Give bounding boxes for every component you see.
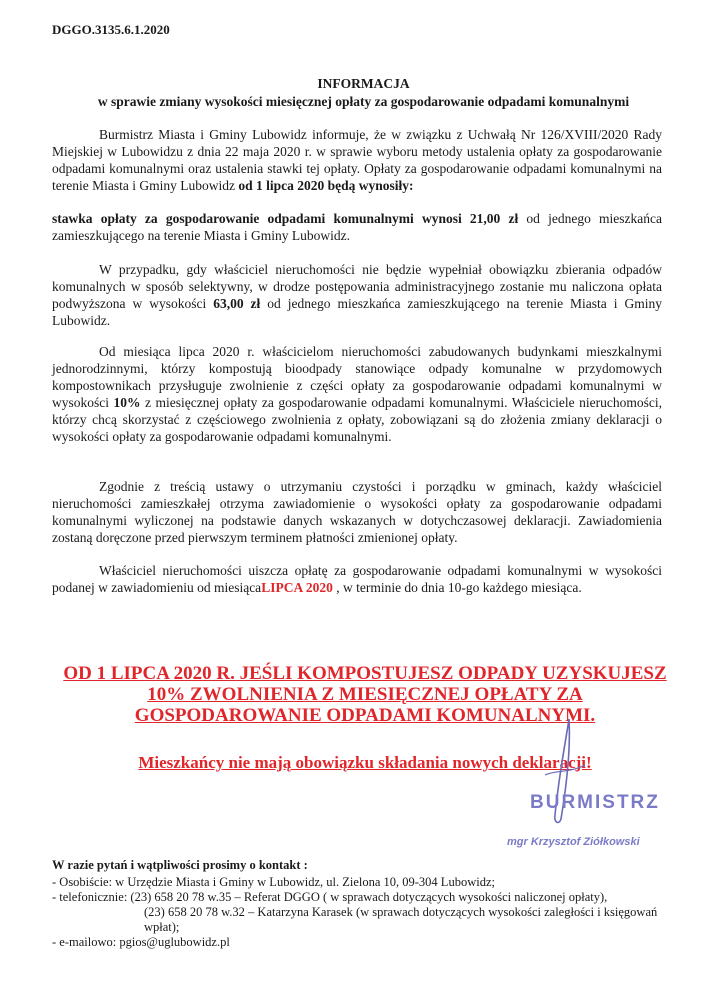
contact-phone-1: - telefonicznie: (23) 658 20 78 w.35 – Referat DGGO ( w sprawach dotyczących wysokości naliczonej opłaty), bbox=[52, 890, 608, 904]
paragraph-intro: Burmistrz Miasta i Gminy Lubowidz informuje, że w związku z Uchwałą Nr 126/XVIII/2020 Rady Miejskiej w Lubowidzu z dnia 22 maja 2020 r. w sprawie wyboru metody ustalenia opłaty za gospodarowanie odpadami komunalnymi oraz ustalenia stawki tej opłaty. Opłaty za gospodarowanie odpadami komunalnymi na terenie Miasta i Gminy Lubowidz od 1 lipca 2020 będą wynosiły: bbox=[52, 127, 662, 193]
paragraph-payment: Właściciel nieruchomości uiszcza opłatę za gospodarowanie odpadami komunalnymi w wysokości podanej w zawiadomieniu od miesiącaLIPCA 2020 , w terminie do dnia 10-go każdego miesiąca. bbox=[52, 563, 662, 595]
contact-email: - e-mailowo: pgios@uglubowidz.pl bbox=[52, 935, 230, 949]
document-reference: DGGO.3135.6.1.2020 bbox=[52, 22, 170, 37]
mayor-stamp-title: BURMISTRZ bbox=[530, 792, 660, 813]
paragraph-notification: Zgodnie z treścią ustawy o utrzymaniu czystości i porządku w gminach, każdy właściciel nieruchomości zamieszkałej otrzyma zawiadomienie o wysokości opłaty za gospodarowanie odpadami komunalnymi wyliczonej na podstawie danych wskazanych w dotychczasowej deklaracji. Zawiadomienia zostaną doręczone przed pierwszym terminem płatności zmienionej opłaty. bbox=[52, 479, 662, 545]
paragraph-rate: stawka opłaty za gospodarowanie odpadami komunalnymi wynosi 21,00 zł od jednego mieszkańca zamieszkującego na terenie Miasta i Gminy Lubowidz. bbox=[52, 211, 662, 243]
paragraph-penalty: W przypadku, gdy właściciel nieruchomości nie będzie wypełniał obowiązku zbierania odpadów komunalnych w sposób selektywny, w drodze postępowania administracyjnego zostanie mu naliczona opłata podwyższona w wysokości 63,00 zł od jednego mieszkańca zamieszkującego na terenie Miasta i Gminy Lubowidz. bbox=[52, 262, 663, 328]
signature-mark bbox=[535, 715, 595, 835]
no-new-declaration-banner: Mieszkańcy nie mają obowiązku składania nowych deklaracji! bbox=[138, 753, 592, 772]
contact-section bbox=[52, 858, 672, 950]
contact-heading: W razie pytań i wątpliwości prosimy o kontakt : bbox=[52, 858, 308, 872]
document-title: INFORMACJA bbox=[317, 76, 410, 91]
compost-banner: OD 1 LIPCA 2020 R. JEŚLI KOMPOSTUJESZ ODPADY UZYSKUJESZ 10% ZWOLNIENIA Z MIESIĘCZNEJ OPŁATY ZA GOSPODAROWANIE ODPADAMI KOMUNALNYMI. bbox=[63, 663, 667, 726]
contact-personal: - Osobiście: w Urzędzie Miasta i Gminy w Lubowidz, ul. Zielona 10, 09-304 Lubowidz; bbox=[52, 875, 495, 889]
paragraph-compost-exemption: Od miesiąca lipca 2020 r. właścicielom nieruchomości zabudowanych budynkami mieszkalnymi jednorodzinnymi, którzy kompostują bioodpady stanowiące odpady komunalne w przydomowych kompostownikach przysługuje zwolnienie z części opłaty za gospodarowanie odpadami komunalnymi w wysokości 10% z miesięcznej opłaty za gospodarowanie odpadami komunalnymi. Właściciele nieruchomości, którzy chcą skorzystać z częściowego zwolnienia z opłaty, zobowiązani są do złożenia zmiany deklaracji o wysokości opłaty za gospodarowanie odpadami komunalnymi. bbox=[52, 344, 662, 444]
document-subtitle: w sprawie zmiany wysokości miesięcznej opłaty za gospodarowanie odpadami komunalnymi bbox=[97, 94, 630, 109]
mayor-stamp-name: mgr Krzysztof Ziółkowski bbox=[507, 836, 640, 848]
contact-phone-2: (23) 658 20 78 w.32 – Katarzyna Karasek (w sprawach dotyczących wysokości zaległości i księgowań wpłat); bbox=[144, 905, 658, 934]
